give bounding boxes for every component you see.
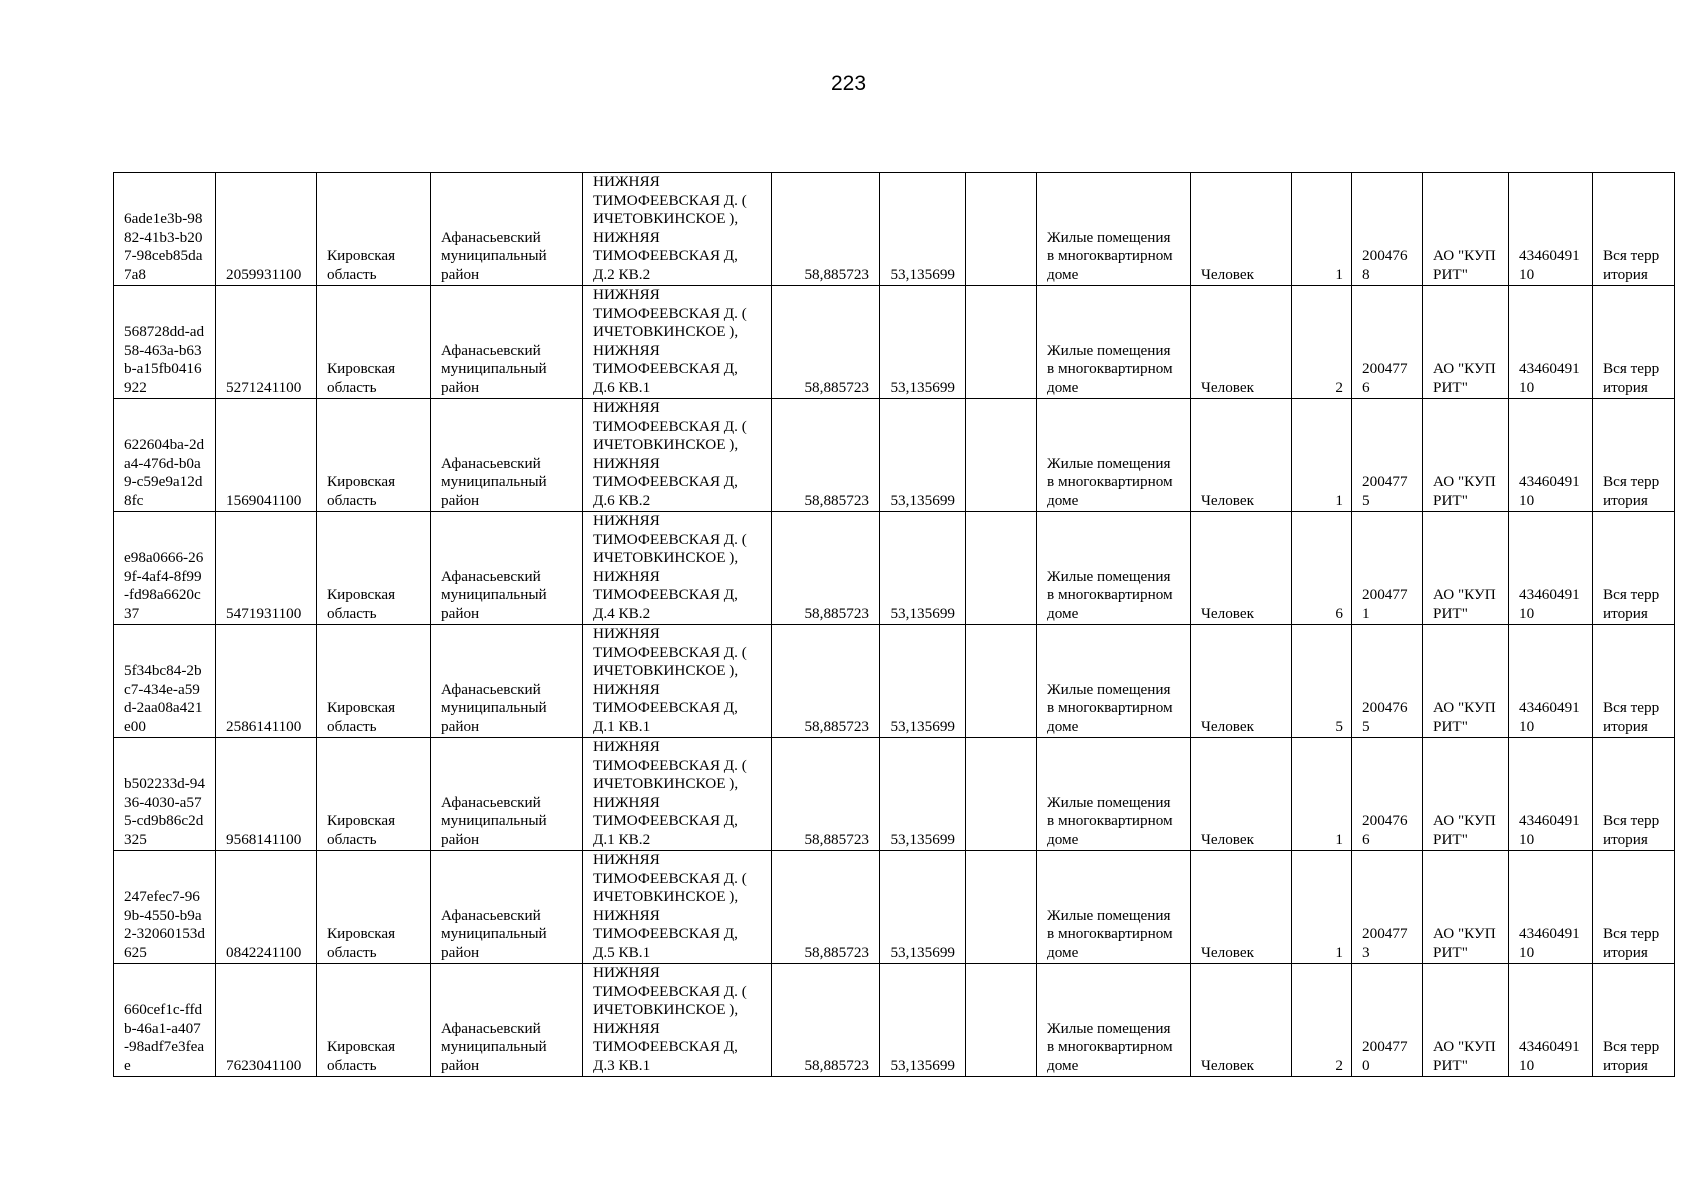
cell-unit: Человек	[1191, 399, 1292, 512]
cell-address: НИЖНЯЯ ТИМОФЕЕВСКАЯ Д. ( ИЧЕТОВКИНСКОЕ ), НИЖНЯЯ ТИМОФЕЕВСКАЯ Д, Д.1 КВ.2	[583, 738, 772, 851]
cell-contract: 2004771	[1352, 512, 1423, 625]
cell-category: Жилые помещения в многоквартирном доме	[1037, 625, 1191, 738]
cell-guid: 247efec7-969b-4550-b9a2-32060153d625	[114, 851, 216, 964]
cell-district: Афанасьевский муниципальный район	[431, 738, 583, 851]
cell-count: 2	[1292, 964, 1352, 1077]
registry-table	[113, 172, 1675, 1077]
cell-guid: b502233d-9436-4030-a575-cd9b86c2d325	[114, 738, 216, 851]
cell-count: 2	[1292, 286, 1352, 399]
cell-unit: Человек	[1191, 964, 1292, 1077]
cell-count: 1	[1292, 851, 1352, 964]
cell-code: 5471931100	[216, 512, 317, 625]
cell-organization: АО "КУПРИТ"	[1423, 173, 1509, 286]
cell-region: Кировская область	[317, 512, 431, 625]
cell-district: Афанасьевский муниципальный район	[431, 399, 583, 512]
cell-address: НИЖНЯЯ ТИМОФЕЕВСКАЯ Д. ( ИЧЕТОВКИНСКОЕ ), НИЖНЯЯ ТИМОФЕЕВСКАЯ Д, Д.2 КВ.2	[583, 173, 772, 286]
cell-count: 1	[1292, 173, 1352, 286]
cell-latitude: 58,885723	[772, 173, 880, 286]
cell-territory: Вся территория	[1593, 625, 1675, 738]
cell-empty	[966, 738, 1037, 851]
cell-category: Жилые помещения в многоквартирном доме	[1037, 964, 1191, 1077]
cell-inn: 4346049110	[1509, 399, 1593, 512]
cell-contract: 2004773	[1352, 851, 1423, 964]
cell-territory: Вся территория	[1593, 286, 1675, 399]
cell-contract: 2004765	[1352, 625, 1423, 738]
cell-guid: 660cef1c-ffdb-46a1-a407-98adf7e3feae	[114, 964, 216, 1077]
table-row	[114, 625, 1675, 738]
cell-guid: 6ade1e3b-9882-41b3-b207-98ceb85da7a8	[114, 173, 216, 286]
table-row	[114, 286, 1675, 399]
cell-inn: 4346049110	[1509, 851, 1593, 964]
cell-code: 9568141100	[216, 738, 317, 851]
cell-longitude: 53,135699	[880, 851, 966, 964]
cell-unit: Человек	[1191, 851, 1292, 964]
cell-region: Кировская область	[317, 625, 431, 738]
cell-latitude: 58,885723	[772, 851, 880, 964]
cell-empty	[966, 964, 1037, 1077]
cell-territory: Вся территория	[1593, 738, 1675, 851]
cell-latitude: 58,885723	[772, 512, 880, 625]
cell-latitude: 58,885723	[772, 964, 880, 1077]
cell-region: Кировская область	[317, 851, 431, 964]
cell-longitude: 53,135699	[880, 173, 966, 286]
table-row	[114, 738, 1675, 851]
cell-longitude: 53,135699	[880, 286, 966, 399]
cell-category: Жилые помещения в многоквартирном доме	[1037, 286, 1191, 399]
cell-count: 5	[1292, 625, 1352, 738]
cell-unit: Человек	[1191, 625, 1292, 738]
cell-category: Жилые помещения в многоквартирном доме	[1037, 399, 1191, 512]
cell-region: Кировская область	[317, 286, 431, 399]
cell-organization: АО "КУПРИТ"	[1423, 512, 1509, 625]
cell-empty	[966, 851, 1037, 964]
cell-longitude: 53,135699	[880, 512, 966, 625]
cell-unit: Человек	[1191, 738, 1292, 851]
cell-unit: Человек	[1191, 173, 1292, 286]
cell-code: 0842241100	[216, 851, 317, 964]
cell-organization: АО "КУПРИТ"	[1423, 851, 1509, 964]
cell-category: Жилые помещения в многоквартирном доме	[1037, 173, 1191, 286]
cell-latitude: 58,885723	[772, 625, 880, 738]
cell-region: Кировская область	[317, 173, 431, 286]
cell-district: Афанасьевский муниципальный район	[431, 286, 583, 399]
cell-contract: 2004775	[1352, 399, 1423, 512]
cell-inn: 4346049110	[1509, 512, 1593, 625]
table-row	[114, 512, 1675, 625]
cell-empty	[966, 399, 1037, 512]
table-row	[114, 964, 1675, 1077]
cell-empty	[966, 286, 1037, 399]
cell-count: 1	[1292, 399, 1352, 512]
cell-category: Жилые помещения в многоквартирном доме	[1037, 851, 1191, 964]
cell-address: НИЖНЯЯ ТИМОФЕЕВСКАЯ Д. ( ИЧЕТОВКИНСКОЕ ), НИЖНЯЯ ТИМОФЕЕВСКАЯ Д, Д.6 КВ.2	[583, 399, 772, 512]
registry-body	[114, 173, 1675, 1077]
cell-unit: Человек	[1191, 286, 1292, 399]
cell-longitude: 53,135699	[880, 738, 966, 851]
cell-territory: Вся территория	[1593, 964, 1675, 1077]
cell-longitude: 53,135699	[880, 399, 966, 512]
cell-region: Кировская область	[317, 399, 431, 512]
table-row	[114, 399, 1675, 512]
cell-address: НИЖНЯЯ ТИМОФЕЕВСКАЯ Д. ( ИЧЕТОВКИНСКОЕ ), НИЖНЯЯ ТИМОФЕЕВСКАЯ Д, Д.5 КВ.1	[583, 851, 772, 964]
cell-empty	[966, 625, 1037, 738]
cell-district: Афанасьевский муниципальный район	[431, 625, 583, 738]
cell-district: Афанасьевский муниципальный район	[431, 173, 583, 286]
cell-organization: АО "КУПРИТ"	[1423, 738, 1509, 851]
cell-territory: Вся территория	[1593, 173, 1675, 286]
cell-code: 5271241100	[216, 286, 317, 399]
cell-organization: АО "КУПРИТ"	[1423, 399, 1509, 512]
cell-guid: 568728dd-ad58-463a-b63b-a15fb0416922	[114, 286, 216, 399]
cell-district: Афанасьевский муниципальный район	[431, 512, 583, 625]
cell-territory: Вся территория	[1593, 512, 1675, 625]
cell-contract: 2004776	[1352, 286, 1423, 399]
cell-inn: 4346049110	[1509, 625, 1593, 738]
cell-category: Жилые помещения в многоквартирном доме	[1037, 738, 1191, 851]
cell-code: 2586141100	[216, 625, 317, 738]
table-row	[114, 173, 1675, 286]
page-number: 223	[830, 72, 867, 95]
cell-region: Кировская область	[317, 964, 431, 1077]
cell-empty	[966, 173, 1037, 286]
cell-organization: АО "КУПРИТ"	[1423, 286, 1509, 399]
cell-inn: 4346049110	[1509, 286, 1593, 399]
cell-inn: 4346049110	[1509, 173, 1593, 286]
cell-organization: АО "КУПРИТ"	[1423, 625, 1509, 738]
cell-code: 2059931100	[216, 173, 317, 286]
cell-count: 1	[1292, 738, 1352, 851]
cell-guid: e98a0666-269f-4af4-8f99-fd98a6620c37	[114, 512, 216, 625]
cell-territory: Вся территория	[1593, 399, 1675, 512]
cell-territory: Вся территория	[1593, 851, 1675, 964]
cell-contract: 2004770	[1352, 964, 1423, 1077]
cell-address: НИЖНЯЯ ТИМОФЕЕВСКАЯ Д. ( ИЧЕТОВКИНСКОЕ ), НИЖНЯЯ ТИМОФЕЕВСКАЯ Д, Д.3 КВ.1	[583, 964, 772, 1077]
table-row	[114, 851, 1675, 964]
cell-inn: 4346049110	[1509, 738, 1593, 851]
cell-organization: АО "КУПРИТ"	[1423, 964, 1509, 1077]
cell-inn: 4346049110	[1509, 964, 1593, 1077]
cell-district: Афанасьевский муниципальный район	[431, 851, 583, 964]
cell-district: Афанасьевский муниципальный район	[431, 964, 583, 1077]
cell-address: НИЖНЯЯ ТИМОФЕЕВСКАЯ Д. ( ИЧЕТОВКИНСКОЕ ), НИЖНЯЯ ТИМОФЕЕВСКАЯ Д, Д.4 КВ.2	[583, 512, 772, 625]
cell-code: 7623041100	[216, 964, 317, 1077]
cell-count: 6	[1292, 512, 1352, 625]
cell-address: НИЖНЯЯ ТИМОФЕЕВСКАЯ Д. ( ИЧЕТОВКИНСКОЕ ), НИЖНЯЯ ТИМОФЕЕВСКАЯ Д, Д.1 КВ.1	[583, 625, 772, 738]
cell-longitude: 53,135699	[880, 625, 966, 738]
cell-region: Кировская область	[317, 738, 431, 851]
cell-code: 1569041100	[216, 399, 317, 512]
cell-category: Жилые помещения в многоквартирном доме	[1037, 512, 1191, 625]
cell-empty	[966, 512, 1037, 625]
cell-latitude: 58,885723	[772, 286, 880, 399]
cell-longitude: 53,135699	[880, 964, 966, 1077]
cell-address: НИЖНЯЯ ТИМОФЕЕВСКАЯ Д. ( ИЧЕТОВКИНСКОЕ ), НИЖНЯЯ ТИМОФЕЕВСКАЯ Д, Д.6 КВ.1	[583, 286, 772, 399]
cell-unit: Человек	[1191, 512, 1292, 625]
cell-guid: 622604ba-2da4-476d-b0a9-c59e9a12d8fc	[114, 399, 216, 512]
cell-latitude: 58,885723	[772, 399, 880, 512]
cell-contract: 2004766	[1352, 738, 1423, 851]
cell-guid: 5f34bc84-2bc7-434e-a59d-2aa08a421e00	[114, 625, 216, 738]
cell-contract: 2004768	[1352, 173, 1423, 286]
cell-latitude: 58,885723	[772, 738, 880, 851]
